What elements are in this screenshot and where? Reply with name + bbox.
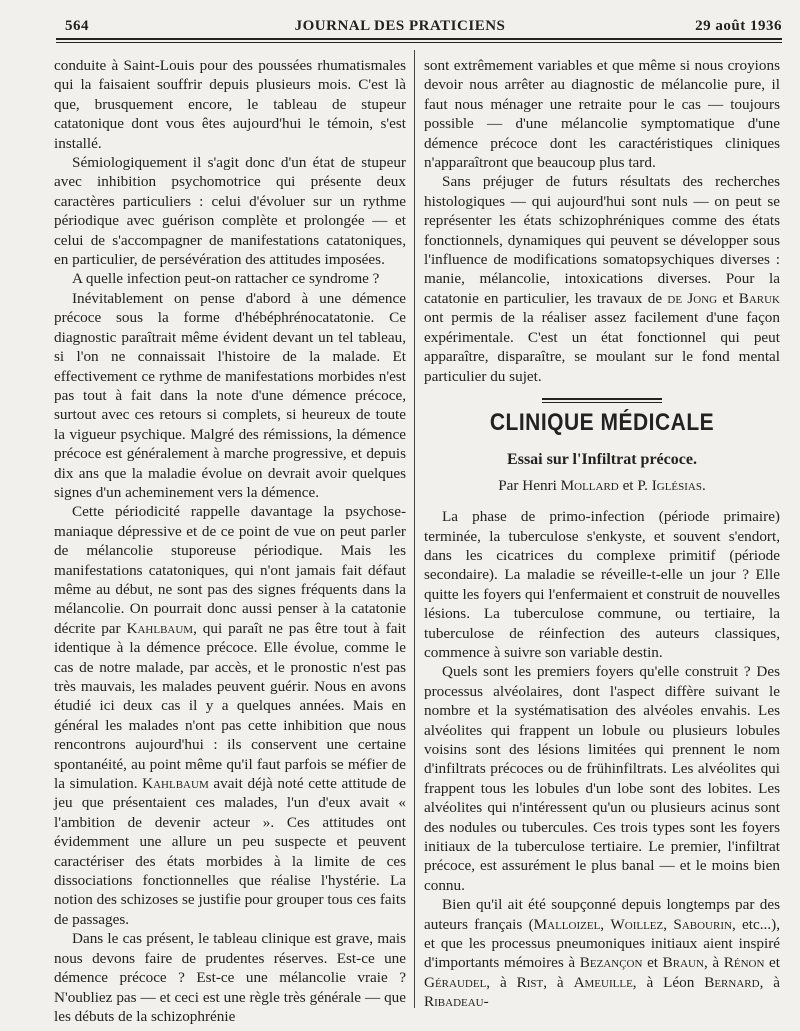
- paragraph: sont extrêmement variables et que même si nous croyions devoir nous arrêter au diagnostic de mélancolie pure, il faut nous ménager une retraite pour le cas — toujours possible — d'une mélancolie symptomatique d'une démence précoce dont les caractéristiques cliniques n'apparaîtront que beaucoup plus tard.: [424, 57, 780, 172]
- author-name: Malloizel: [533, 915, 601, 933]
- left-column: [54, 56, 406, 1026]
- author-name: Ribadeau: [424, 993, 484, 1011]
- paragraph: Inévitablement on pense d'abord à une démence précoce sous la forme d'hébéphrénocatatonie. Ce diagnostic paraîtrait même évident devant un tel tableau, si l'on ne connaissait l'histoire de la malade. Et effectivement ce rythme de manifestations morbides n'est pas tout à fait dans la note d'une démence précoce, surtout avec ces retours si complets, si heureux de toute la vigueur psychique. Malgré des rémissions, la démence précoce est généralement à marche progressive, et depuis dix ans que la maladie évolue on devrait avoir quelques signes d'un acheminement vers la démence.: [54, 289, 406, 501]
- paragraph: [424, 895, 780, 1011]
- author-name: Bezançon: [579, 954, 643, 972]
- author-name: Bernard: [704, 973, 760, 991]
- right-column: [424, 56, 780, 1012]
- page-number: 564: [65, 18, 89, 34]
- author-name: Sabourin: [673, 915, 732, 933]
- author-name: Iglésias: [651, 476, 702, 494]
- author-name: Rist: [516, 973, 544, 991]
- text-run: et P.: [618, 476, 652, 494]
- text-run: Sans préjuger de futurs résultats des recherches histologiques — qui aujourd'hui sont nuls — on peut se représenter les états schizophréniques comme des états fonctionnels, dynamiques qui peuvent se développer sous l'influence de modifications somatopsychiques diverses : manie, mélancolie, intoxications diverses. Pour la catatonie en particulier, les travaux de: [424, 173, 780, 307]
- text-run: Bien qu'il ait été soupçonné depuis longtemps par des auteurs français (: [424, 896, 780, 933]
- text-run: -: [483, 993, 489, 1011]
- text-run: avait déjà noté cette attitude de jeu que présentaient ces malades, l'un d'eux avait « l'ambition de devenir acteur ». Ces attitudes ont évidemment une allure un peu suspecte et peuvent caractériser des états morbides à la limite de ces dissociations fonctionnelles que réalise l'hystérie. La notion des schizoses se justifie pour grouper tous ces faits de passages.: [54, 775, 406, 928]
- header-rule: [56, 38, 782, 43]
- author-name: Mollard: [560, 476, 619, 494]
- author-name: Woillez: [610, 915, 664, 933]
- text-run: ,: [663, 915, 674, 933]
- byline: [424, 476, 780, 495]
- article-title: Essai sur l'Infiltrat précoce.: [507, 451, 697, 469]
- paragraph: conduite à Saint-Louis pour des poussées rhumatismales qui la faisaient souffrir depuis plusieurs mois. C'est là que, brusquement encore, le tableau de stupeur catatonique dont vous êtes aujourd'hui le témoin, s'est installé.: [54, 57, 406, 152]
- column-divider: [414, 50, 415, 1008]
- paragraph: [54, 502, 406, 929]
- text-run: , à: [759, 973, 780, 991]
- text-run: ont permis de la réaliser assez facilement d'une façon expérimentale. C'est un état fonctionnel qui peut apparaître, disparaître, se moulant sur le fond mental particulier du sujet.: [424, 309, 780, 385]
- section-title: CLINIQUE MÉDICALE: [489, 409, 715, 436]
- author-name: Kahlbaum: [126, 619, 194, 637]
- text-run: , à Léon: [632, 973, 705, 991]
- text-run: Par Henri: [498, 476, 561, 494]
- text-run: et: [717, 289, 739, 307]
- paragraph: [424, 172, 780, 385]
- author-name: Kahlbaum: [142, 775, 209, 793]
- paragraph: A quelle infection peut-on rattacher ce syndrome ?: [72, 270, 380, 288]
- paragraph: Quels sont les premiers foyers qu'elle construit ? Des processus alvéolaires, dont l'aspect diffère suivant le nombre et la systématisation des alvéoles envahis. Les alvéolites qui frappent un lobule ou plusieurs lobules voisins sont des lésions limitées qui prennent le nom d'infiltrats précoces ou de frühinfiltrats. Les alvéolites qui frappent tous les lobules d'un lobe sont des lobites. Les alvéolites qui n'intéressent qu'un ou plusieurs acinus sont des nodules ou tubercules. Ces trois types sont les foyers initiaux de la tuberculose tertiaire. Le premier, l'infiltrat précoce, est assurément le plus banal — et le moins bien connu.: [424, 663, 780, 894]
- text-run: , qui paraît ne pas être tout à fait identique à la démence précoce. Elle évolue, comme le cas de notre malade, par accès, et le pronostic n'est pas très mauvais, les malades peuvent guérir. Nous en avons étudié ici deux cas il y a quelques années. Mais en général les malades n'ont pas cette inhibition que nous rencontrons aujourd'hui : ils conservent une certaine spontanéité, au point même qu'il faut parfois se méfier de la simulation.: [54, 619, 406, 793]
- author-name: Ameuille: [573, 973, 633, 991]
- text-run: , à: [703, 954, 724, 972]
- author-name: Géraudel: [424, 973, 487, 991]
- author-name: Braun: [662, 954, 704, 972]
- section-separator: [542, 398, 662, 403]
- text-run: .: [701, 476, 706, 494]
- paragraph: Sémiologiquement il s'agit donc d'un état de stupeur avec inhibition psychomotrice qui présente deux caractères particuliers : celui d'évoluer sur un rythme périodique avec guérison complète et prolongée — et celui de s'accompagner de manifestations catatoniques, en particulier, de persévération des attitudes imposées.: [54, 154, 406, 269]
- text-run: , à: [486, 973, 517, 991]
- author-name: de Jong: [667, 289, 718, 307]
- author-name: Baruk: [738, 289, 781, 307]
- text-run: et: [764, 954, 780, 972]
- text-run: , etc...), et que les processus pneumoniques initiaux aient inspiré d'importants mémoires à: [424, 915, 781, 972]
- text-run: , à: [543, 973, 574, 991]
- running-header: [0, 14, 800, 36]
- journal-title: JOURNAL DES PRATICIENS: [294, 18, 506, 34]
- text-run: Cette périodicité rappelle davantage la psychose-maniaque dépressive et de ce point de vue on peut parler de mélancolie stuporeuse périodique. Mais les manifestations catatoniques, qui n'ont jamais fait défaut même au début, ne sont pas des signes fréquents dans la mélancolie. On pourrait donc aussi penser à la catatonie décrite par: [54, 503, 406, 637]
- text-run: et: [642, 954, 663, 972]
- paragraph: Dans le cas présent, le tableau clinique est grave, mais nous devons faire de prudentes réserves. Est-ce une démence précoce ? Est-ce une mélancolie vraie ? N'oubliez pas — et ceci est une règle très générale — que les débuts de la schizophrénie: [54, 930, 406, 1025]
- paragraph: La phase de primo-infection (période primaire) terminée, la tuberculose s'enkyste, et souvent s'endort, dans les cicatrices du complexe primitif (période secondaire). La maladie se réveille-t-elle un jour ? Elle quitte les foyers qui l'enfermaient et construit de nouvelles lésions. La tuberculose commune, ou tertiaire, la tuberculose de réinfection des auteurs classiques, commence à suivre son variable destin.: [424, 508, 780, 661]
- issue-date: 29 août 1936: [695, 18, 782, 34]
- author-name: Rénon: [723, 954, 765, 972]
- text-run: ,: [600, 915, 611, 933]
